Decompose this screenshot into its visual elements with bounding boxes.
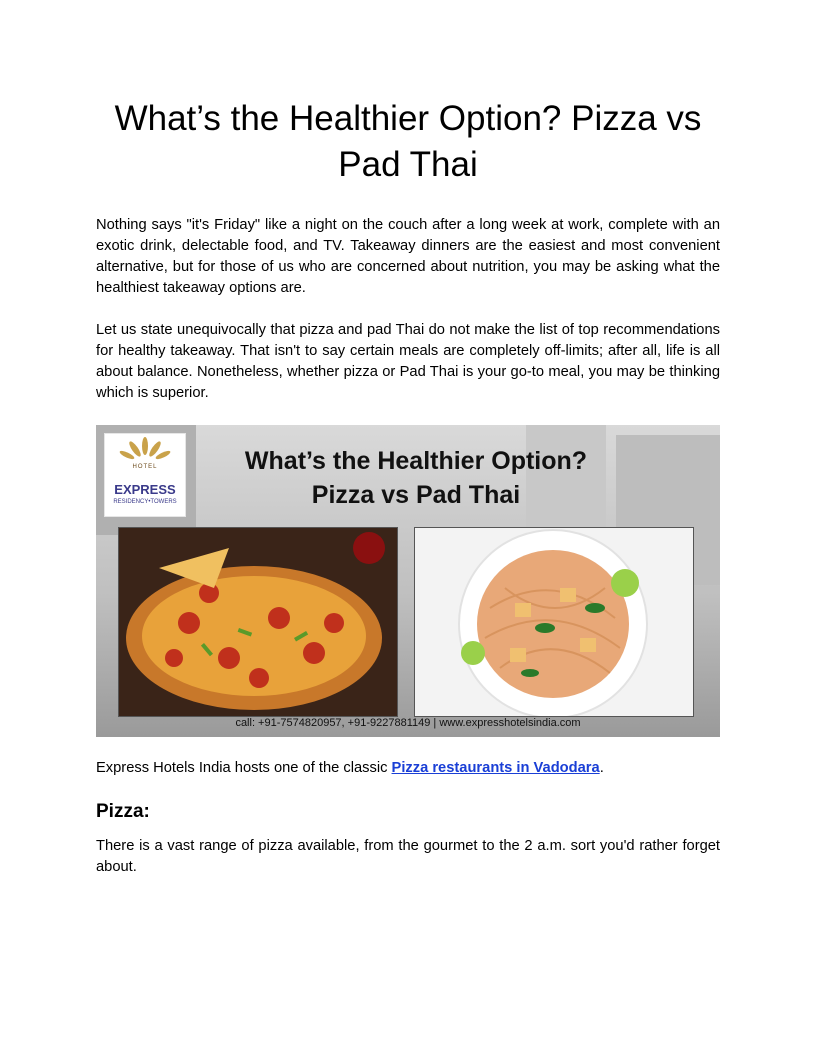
section-heading-pizza: Pizza: (96, 801, 150, 822)
banner-image (96, 425, 720, 737)
second-paragraph: Let us state unequivocally that pizza and pad Thai do not make the list of top recommendations for healthy takeaway. That isn't to say certain meals are completely off-limits; after all, life is all about balance. Nonetheless, whether pizza or Pad Thai is your go-to meal, you may be thinking which is superior. (96, 322, 720, 401)
host-text: Express Hotels India hosts one of the classic (96, 760, 392, 776)
hotel-logo (104, 433, 186, 517)
pizza-illustration (119, 528, 397, 716)
pizza-restaurants-link[interactable]: Pizza restaurants in Vadodara (391, 760, 600, 776)
host-end: . (599, 760, 604, 776)
page-title: What’s the Healthier Option? Pizza vs Pad Thai (114, 99, 702, 184)
banner-title-line1: What’s the Healthier Option? (244, 447, 588, 475)
logo-sub-text: RESIDENCY•TOWERS (113, 499, 177, 505)
host-paragraph (96, 758, 720, 779)
banner-title-line2: Pizza vs Pad Thai (311, 481, 521, 509)
pizza-paragraph: There is a vast range of pizza available, from the gourmet to the 2 a.m. sort you'd rather forget about. (96, 838, 720, 875)
pizza-photo (118, 527, 398, 717)
pad-thai-photo (414, 527, 694, 717)
logo-name-text: EXPRESS (114, 482, 176, 497)
palm-icon (105, 436, 185, 466)
banner-contact-footer: call: +91-7574820957, +91-9227881149 | www.expresshotelsindia.com (235, 717, 581, 729)
document-page (96, 0, 720, 878)
building-shape (526, 425, 606, 535)
pad-thai-illustration (415, 528, 693, 716)
intro-paragraph: Nothing says "it's Friday" like a night on the couch after a long week at work, complete with an exotic drink, delectable food, and TV. Takeaway dinners are the easiest and most convenient alternative, but for those of us who are concerned about nutrition, you may be asking what the healthiest takeaway options are. (96, 217, 720, 296)
logo-hotel-text: HOTEL (132, 464, 158, 470)
